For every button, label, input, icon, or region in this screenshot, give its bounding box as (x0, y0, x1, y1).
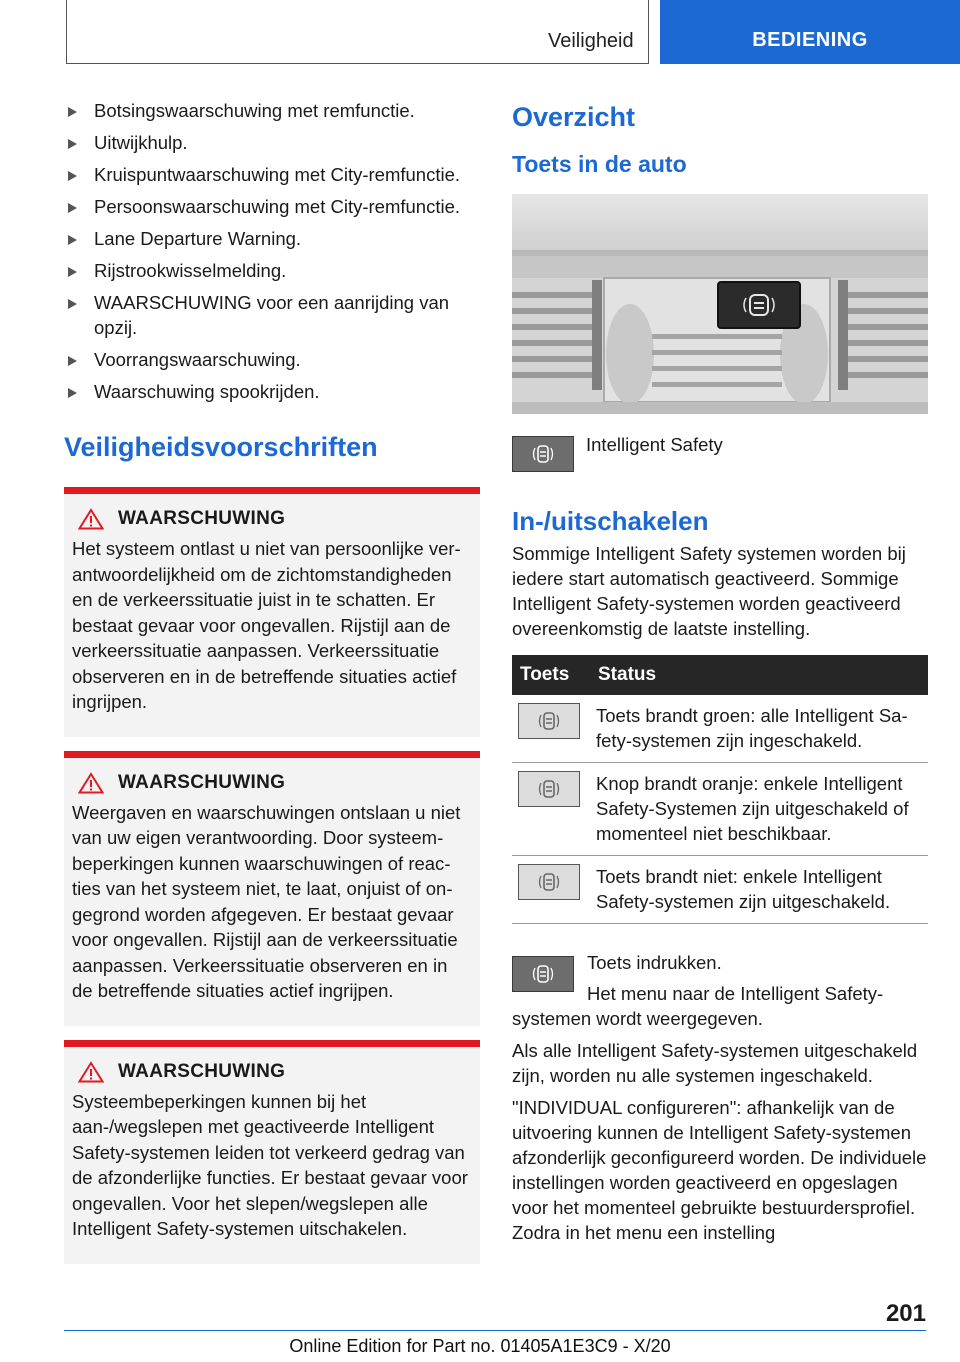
list-item: Kruispuntwaarschuwing met City-remfunctie. (64, 162, 480, 187)
intelligent-safety-button-icon (512, 436, 574, 472)
car-safety-icon (530, 963, 556, 985)
warning-text: Weergaven en waarschuwingen ontslaan u niet van uw eigen verantwoording. Door systeembeperkingen kunnen waarschuwingen of reacties van het systeem niet, te laat, onjuist of ongegrond worden afgegeven. Er bestaat gevaar voor ongevallen. Rijstijl aan de verkeerssituatie aanpassen. Verkeerssituatie observeren en in de betreffende situaties actief ingrijpen. (72, 801, 461, 1001)
list-item: Uitwijkhulp. (64, 130, 480, 155)
feature-list (64, 98, 480, 404)
subheading: Toets in de auto (512, 151, 687, 177)
right-column (512, 98, 928, 1245)
paragraph: Als alle Intelligent Safety-systemen uitgeschakeld zijn, worden nu alle systemen ingeschakeld. (512, 1040, 918, 1086)
press-instruction (512, 950, 928, 1031)
footer-divider (64, 1330, 926, 1331)
warning-box (64, 487, 480, 737)
section-title: Veiligheid (548, 30, 634, 52)
car-button-photo (512, 194, 928, 414)
button-orange-icon (518, 771, 580, 807)
table-row (512, 856, 928, 924)
car-safety-icon (536, 871, 562, 893)
onoff-heading: In-/uitschakelen (512, 506, 709, 536)
warning-title: WAARSCHUWING (118, 771, 286, 793)
warning-triangle-icon (78, 1061, 104, 1083)
car-safety-icon (536, 778, 562, 800)
status-table (512, 655, 928, 924)
warning-box (64, 751, 480, 1026)
warning-triangle-icon (78, 772, 104, 794)
status-text: Knop brandt oranje: enkele Intelligent Safety-Systemen zijn uitgeschakeld of momenteel niet beschikbaar. (590, 763, 928, 856)
left-column (64, 98, 480, 1264)
press-text: Het menu naar de Intelligent Safety-systemen wordt weergegeven. (512, 983, 884, 1029)
intelligent-safety-button-icon (512, 956, 574, 992)
warning-title: WAARSCHUWING (118, 508, 286, 529)
intro-text: Sommige Intelligent Safety systemen worden bij iedere start automatisch geactiveerd. Sommige Intelligent Safety-systemen worden geactiveerd overeenkomstig de laatste instelling. (512, 543, 906, 639)
warning-triangle-icon (78, 508, 104, 530)
table-row (512, 763, 928, 856)
page-number: 201 (885, 1300, 926, 1327)
car-safety-icon (536, 710, 562, 732)
list-item: Botsingswaarschuwing met remfunctie. (64, 98, 480, 123)
chapter-tab[interactable]: BEDIENING (660, 0, 960, 64)
list-item: Voorrangswaarschuwing. (64, 347, 480, 372)
section-heading: Veiligheidsvoorschriften (64, 432, 378, 462)
list-item: Waarschuwing spookrijden. (64, 379, 480, 404)
warning-box (64, 1040, 480, 1264)
warning-title: WAARSCHUWING (118, 1060, 286, 1082)
car-safety-icon (530, 443, 556, 465)
list-item: WAARSCHUWING voor een aanrijding van opzij. (64, 290, 480, 340)
table-row (512, 695, 928, 763)
icon-caption: Intelligent Safety (586, 434, 723, 455)
warning-text: Systeembeperkingen kunnen bij het aan-/wegslepen met geactiveerde Intelligent Safety-systemen leiden tot verkeerd gedrag van de afzonderlijke functies. Er bestaat gevaar voor ongevallen. Voor het slepen/wegslepen alle Intelligent Safety-systemen uitschakelen. (72, 1090, 468, 1239)
edition-text: Online Edition for Part no. 01405A1E3C9 - X/20 (289, 1336, 671, 1356)
status-text: Toets brandt groen: alle Intelligent Safety-systemen zijn ingeschakeld. (590, 695, 928, 763)
overview-heading: Overzicht (512, 102, 636, 132)
list-item: Persoonswaarschuwing met City-remfunctie. (64, 194, 480, 219)
status-text: Toets brandt niet: enkele Intelligent Safety-systemen zijn uitgeschakeld. (590, 856, 928, 924)
table-header-status: Status (590, 655, 928, 695)
table-header-toets: Toets (512, 655, 590, 695)
list-item: Rijstrookwisselmelding. (64, 258, 480, 283)
paragraph: "INDIVIDUAL configureren": afhankelijk van de uitvoering kunnen de Intelligent Safety-systemen afzonderlijk geconfigureerd worden. De individuele instellingen worden geactiveerd en opgeslagen voor het momenteel gebruikte bestuurdersprofiel. Zodra in het menu een instelling (512, 1097, 927, 1243)
press-title: Toets indrukken. (587, 952, 722, 973)
button-off-icon (518, 864, 580, 900)
dashboard-photo-illustration (512, 194, 928, 414)
list-item: Lane Departure Warning. (64, 226, 480, 251)
warning-text: Het systeem ontlast u niet van persoonlijke verantwoordelijkheid om de zichtomstandigheden en de verkeerssituatie juist in te schatten. Er bestaat gevaar voor ongevallen. Rijstijl aan de verkeerssituatie aanpassen. Verkeerssituatie observeren en in de betreffende situaties actief ingrijpen. (72, 538, 461, 712)
button-green-icon (518, 703, 580, 739)
